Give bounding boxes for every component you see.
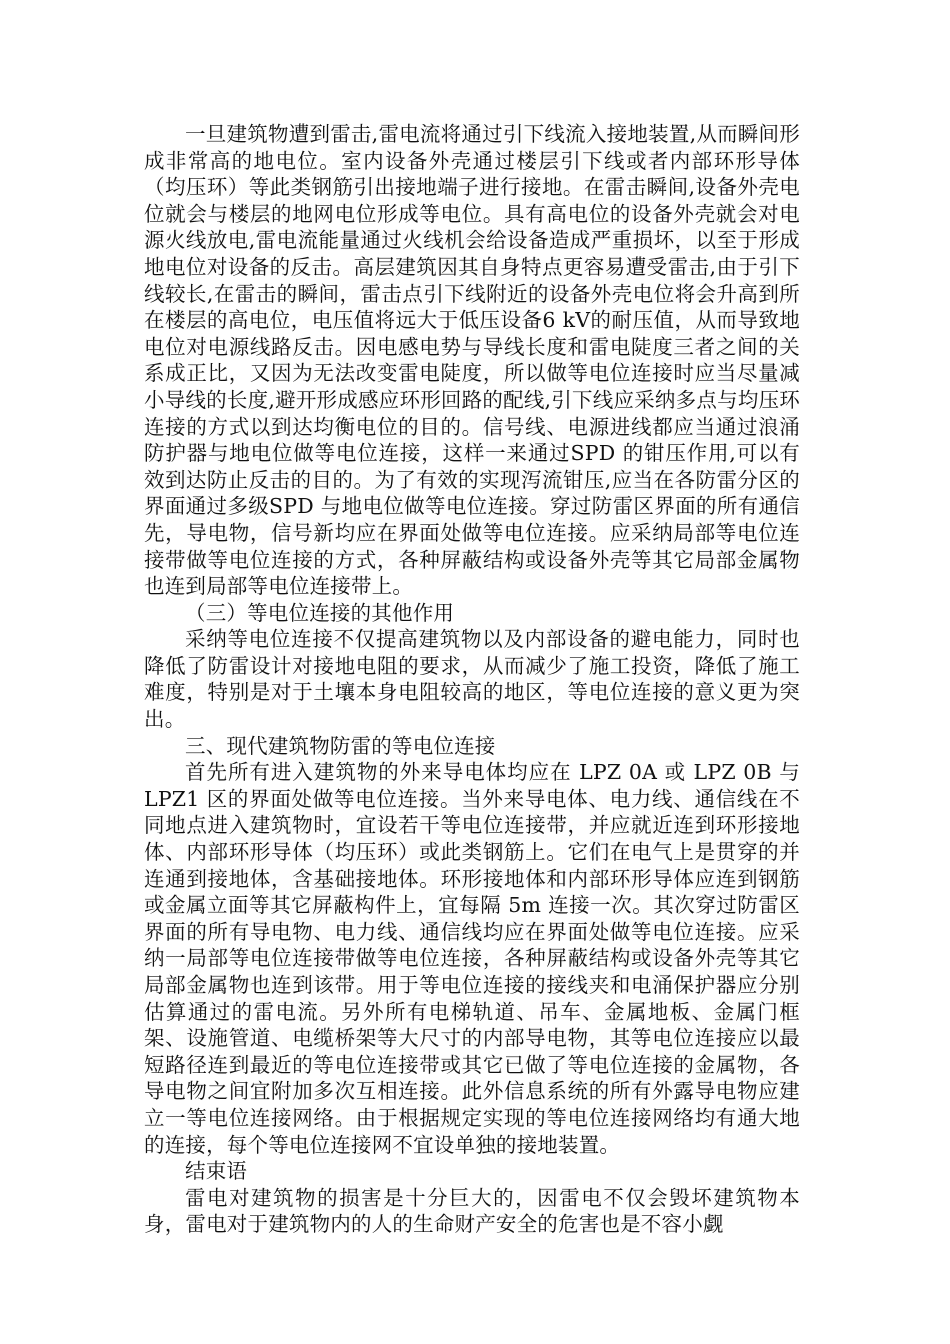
document-page (144, 121, 800, 1238)
paragraph-conclusion: 雷电对建筑物的损害是十分巨大的，因雷电不仅会毁坏建筑物本身，雷电对于建筑物内的人的生命财产安全的危害也是不容小觑 (144, 1185, 800, 1237)
heading-conclusion: 结束语 (185, 1159, 248, 1184)
heading-other-functions: （三）等电位连接的其他作用 (185, 600, 455, 625)
paragraph-modern-building-bonding: 首先所有进入建筑物的外来导电体均应在 LPZ 0A 或 LPZ 0B 与 LPZ1 区的界面处做等电位连接。当外来导电体、电力线、通信线在不同地点进入建筑物时，宜设若干等电位连接带，并应就近连到环形接地体、内部环形导体（均压环）或此类钢筋上。它们在电气上是贯穿的并连通到接地体，含基础接地体。环形接地体和内部环形导体应连到钢筋或金属立面等其它屏蔽构件上，宜每隔 5m 连接一次。其次穿过防雷区界面的所有导电物、电力线、通信线均应在界面处做等电位连接。应采纳一局部等电位连接带做等电位连接，各种屏蔽结构或设备外壳等其它局部金属物也连到该带。用于等电位连接的接线夹和电涌保护器应分别估算通过的雷电流。另外所有电梯轨道、吊车、金属地板、金属门框架、设施管道、电缆桥架等大尺寸的内部导电物，其等电位连接应以最短路径连到最近的等电位连接带或其它已做了等电位连接的金属物，各导电物之间宜附加多次互相连接。此外信息系统的所有外露导电物应建立一等电位连接网络。由于根据规定实现的等电位连接网络均有通大地的连接，每个等电位连接网不宜设单独的接地装置。 (144, 760, 800, 1157)
paragraph-lightning-reverse-strike: 一旦建筑物遭到雷击,雷电流将通过引下线流入接地装置,从而瞬间形成非常高的地电位。室内设备外壳通过楼层引下线或者内部环形导体（均压环）等此类钢筋引出接地端子进行接地。在雷击瞬间,设备外壳电位就会与楼层的地网电位形成等电位。具有高电位的设备外壳就会对电源火线放电,雷电流能量通过火线机会给设备造成严重损坏，以至于形成地电位对设备的反击。高层建筑因其自身特点更容易遭受雷击,由于引下线较长,在雷击的瞬间，雷击点引下线附近的设备外壳电位将会升高到所在楼层的高电位，电压值将远大于低压设备6 kV的耐压值，从而导致地电位对电源线路反击。因电感电势与导线长度和雷电陡度三者之间的关系成正比，又因为无法改变雷电陡度，所以做等电位连接时应当尽量减小导线的长度,避开形成感应环形回路的配线,引下线应采纳多点与均压环连接的方式以到达均衡电位的目的。信号线、电源进线都应当通过浪涌防护器与地电位做等电位连接，这样一来通过SPD 的钳压作用,可以有效到达防止反击的目的。为了有效的实现泻流钳压,应当在各防雷分区的界面通过多级SPD 与地电位做等电位连接。穿过防雷区界面的所有通信先，导电物，信号新均应在界面处做等电位连接。应采纳局部等电位连接带做等电位连接的方式，各种屏蔽结构或设备外壳等其它局部金属物也连到局部等电位连接带上。 (144, 122, 800, 599)
paragraph-other-functions: 采纳等电位连接不仅提高建筑物以及内部设备的避电能力，同时也降低了防雷设计对接地电阻的要求，从而减少了施工投资，降低了施工难度，特别是对于土壤本身电阻较高的地区，等电位连接的意义更为突出。 (144, 627, 800, 732)
heading-modern-building-bonding: 三、现代建筑物防雷的等电位连接 (185, 733, 496, 758)
